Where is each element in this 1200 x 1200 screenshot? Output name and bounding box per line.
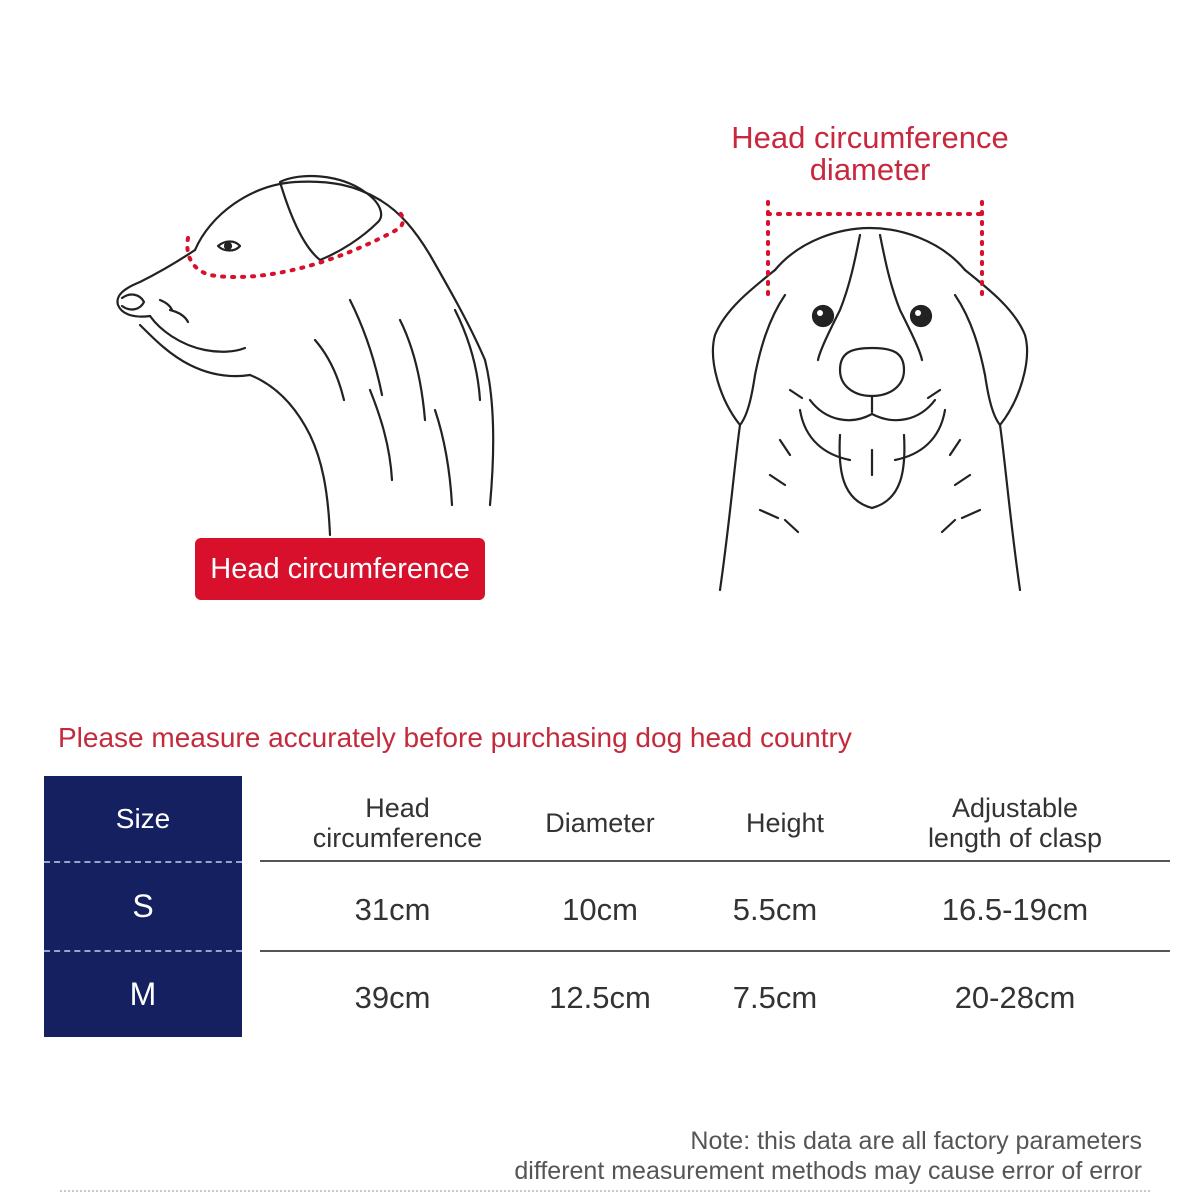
header-line: Head <box>365 793 430 823</box>
footnote <box>514 1126 1142 1186</box>
row-s-head-circumference: 31cm <box>354 892 431 927</box>
page-headline: Please measure accurately before purchasing dog head country <box>58 722 852 753</box>
header-line: Diameter <box>545 808 655 838</box>
size-header: Size <box>115 802 171 834</box>
size-s: S <box>132 887 154 924</box>
header-line: Height <box>745 808 825 838</box>
size-column <box>44 776 242 1037</box>
row-s-height: 5.5cm <box>732 892 818 927</box>
footnote-line1: Note: this data are all factory parameters <box>690 1127 1142 1155</box>
head-circumference-badge: Head circumference <box>195 538 485 600</box>
row-m-clasp-length: 20-28cm <box>954 980 1076 1015</box>
header-head-circumference <box>290 793 505 853</box>
header-line: Adjustable <box>951 793 1079 823</box>
header-diameter <box>510 808 690 838</box>
diameter-label-line1: Head circumference <box>731 120 1009 155</box>
dog-side-profile-illustration <box>100 160 520 540</box>
header-height <box>705 808 865 838</box>
dog-front-face-illustration <box>690 200 1050 600</box>
diameter-label <box>700 122 1040 186</box>
bottom-divider <box>60 1190 1150 1192</box>
header-adjustable-clasp <box>890 793 1140 853</box>
footnote-line2: different measurement methods may cause error of error <box>514 1157 1142 1185</box>
table-rule <box>260 860 1170 862</box>
size-m: M <box>129 975 157 1012</box>
row-m-diameter: 12.5cm <box>549 980 651 1015</box>
header-line: length of clasp <box>927 823 1103 853</box>
row-s-clasp-length: 16.5-19cm <box>941 892 1089 927</box>
row-m-height: 7.5cm <box>732 980 818 1015</box>
table-rule <box>260 950 1170 952</box>
row-s-diameter: 10cm <box>562 892 638 927</box>
diameter-label-line2: diameter <box>809 152 931 187</box>
header-line: circumference <box>312 823 483 853</box>
row-m-head-circumference: 39cm <box>354 980 431 1015</box>
